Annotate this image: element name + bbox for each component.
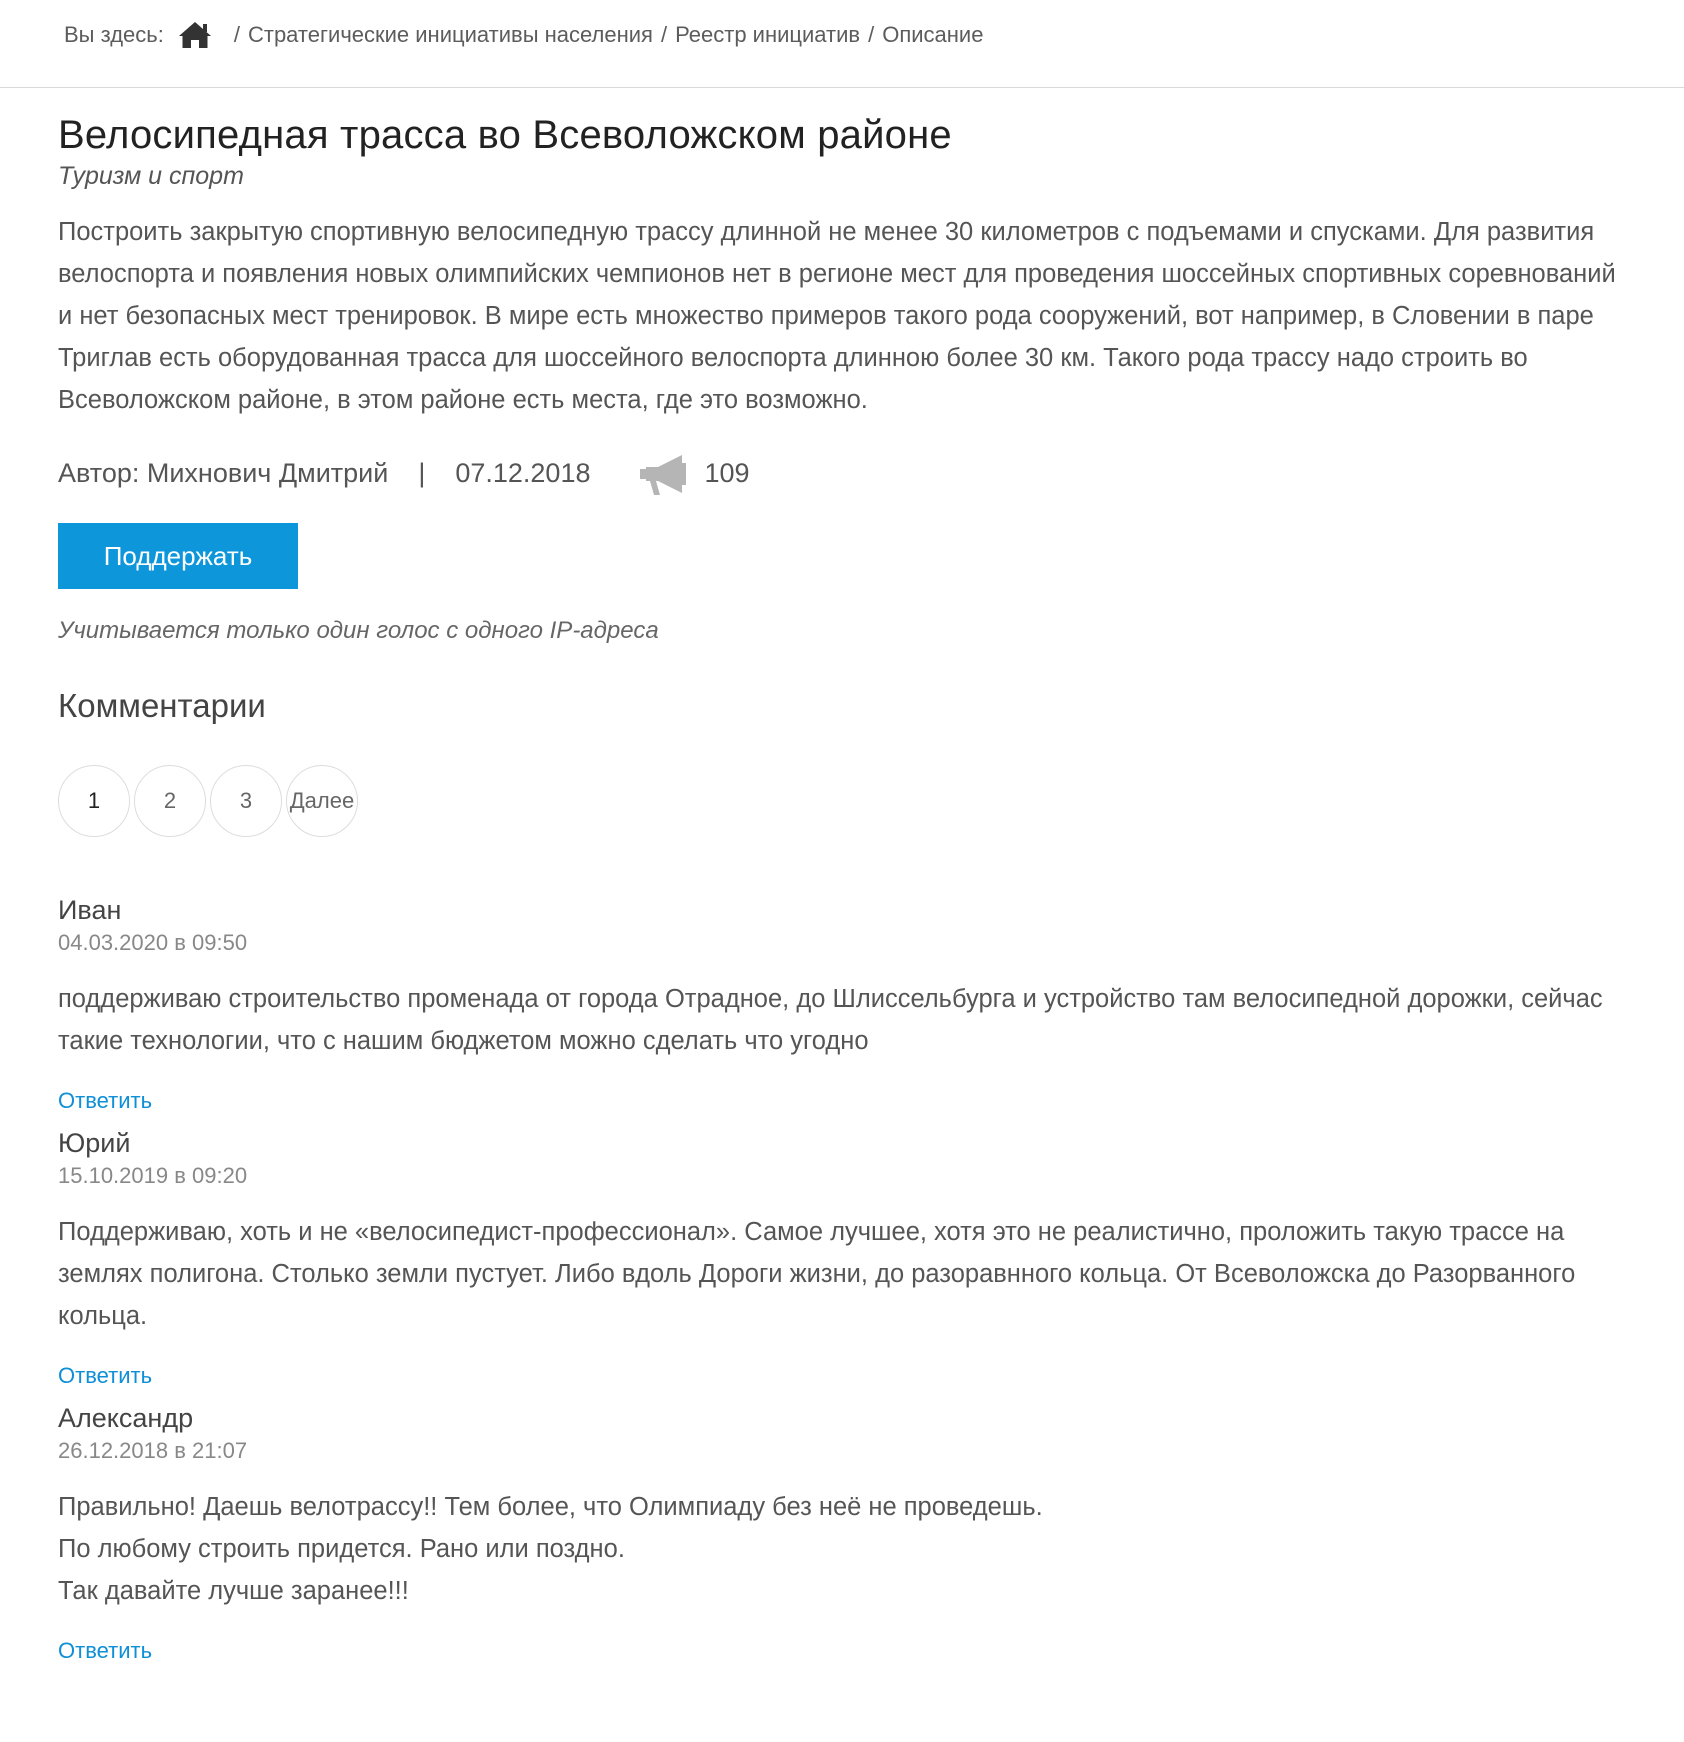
comment-line: Так давайте лучше заранее!!!	[58, 1577, 409, 1605]
next-page-button[interactable]: Далее	[286, 765, 358, 837]
breadcrumb-prefix: Вы здесь:	[64, 22, 164, 47]
comment-date: 04.03.2020 в 09:50	[58, 930, 248, 955]
comment-author: Юрий	[58, 1128, 131, 1158]
main-content	[58, 110, 1618, 1678]
votes-counter	[636, 447, 749, 499]
comment-item	[58, 895, 1618, 1114]
comment-text	[58, 1486, 1618, 1612]
comment-line: Правильно! Даешь велотрассу!! Тем более, что Олимпиаду без неё не проведешь.	[58, 1493, 1043, 1521]
breadcrumb-bar	[0, 0, 1684, 88]
initiative-category: Туризм и спорт	[58, 162, 244, 190]
comment-text	[58, 978, 1618, 1062]
initiative-date: 07.12.2018	[455, 457, 591, 488]
breadcrumb-separator: /	[660, 22, 668, 47]
votes-count: 109	[704, 457, 750, 488]
reply-link[interactable]: Ответить	[58, 1638, 153, 1663]
breadcrumb-item-current: Описание	[882, 22, 984, 47]
breadcrumb	[64, 20, 983, 50]
comment-author: Иван	[58, 895, 122, 925]
comment-line: поддерживаю строительство променада от города Отрадное, до Шлиссельбурга и устройство там велосипедной дорожки, сейчас такие технологии, что с нашим бюджетом можно сделать что угодно	[58, 985, 1603, 1055]
comment-date: 26.12.2018 в 21:07	[58, 1438, 248, 1463]
megaphone-icon	[636, 447, 688, 499]
comment-text	[58, 1211, 1618, 1337]
comment-line: По любому строить придется. Рано или поздно.	[58, 1535, 625, 1563]
comment-item	[58, 1403, 1618, 1664]
breadcrumb-item-initiatives[interactable]: Стратегические инициативы населения	[247, 22, 653, 47]
reply-link[interactable]: Ответить	[58, 1363, 153, 1388]
page-2-button[interactable]: 2	[134, 765, 206, 837]
initiative-description: Построить закрытую спортивную велосипедную трассу длинной не менее 30 километров с подъемами и спусками. Для развития велоспорта и появления новых олимпийских чемпионов нет в регионе мест для проведения шоссейных спортивных соревнований и нет безопасных мест тренировок. В мире есть множество примеров такого рода сооружений, вот например, в Словении в паре Триглав есть оборудованная трасса для шоссейного велоспорта длинною более 30 км. Такого рода трассу надо строить во Всеволожском районе, в этом районе есть места, где это возможно.	[58, 218, 1616, 414]
reply-link[interactable]: Ответить	[58, 1088, 153, 1113]
comments-title: Комментарии	[58, 687, 266, 724]
breadcrumb-separator: /	[868, 22, 875, 47]
breadcrumb-separator: /	[233, 22, 240, 47]
page-title: Велосипедная трасса во Всеволожском районе	[58, 113, 952, 157]
comments-pagination	[58, 765, 1618, 837]
breadcrumb-item-registry[interactable]: Реестр инициатив	[675, 22, 861, 47]
support-button[interactable]: Поддержать	[58, 523, 298, 589]
meta-divider: |	[418, 457, 426, 488]
comment-author: Александр	[58, 1403, 194, 1433]
comment-date: 15.10.2019 в 09:20	[58, 1163, 248, 1188]
page-1-button[interactable]: 1	[58, 765, 130, 837]
comment-item	[58, 1128, 1618, 1389]
page-3-button[interactable]: 3	[210, 765, 282, 837]
initiative-meta	[58, 443, 1618, 503]
home-icon[interactable]	[178, 20, 212, 50]
comments-list	[58, 895, 1618, 1664]
vote-note: Учитывается только один голос с одного IP-адреса	[58, 617, 659, 644]
comment-line: Поддерживаю, хоть и не «велосипедист-профессионал». Самое лучшее, хотя это не реалистично, проложить такую трассе на землях полигона. Столько земли пустует. Либо вдоль Дороги жизни, до разоравнного кольца. От Всеволожска до Разорванного кольца.	[58, 1218, 1576, 1330]
initiative-author: Автор: Михнович Дмитрий	[58, 457, 389, 488]
